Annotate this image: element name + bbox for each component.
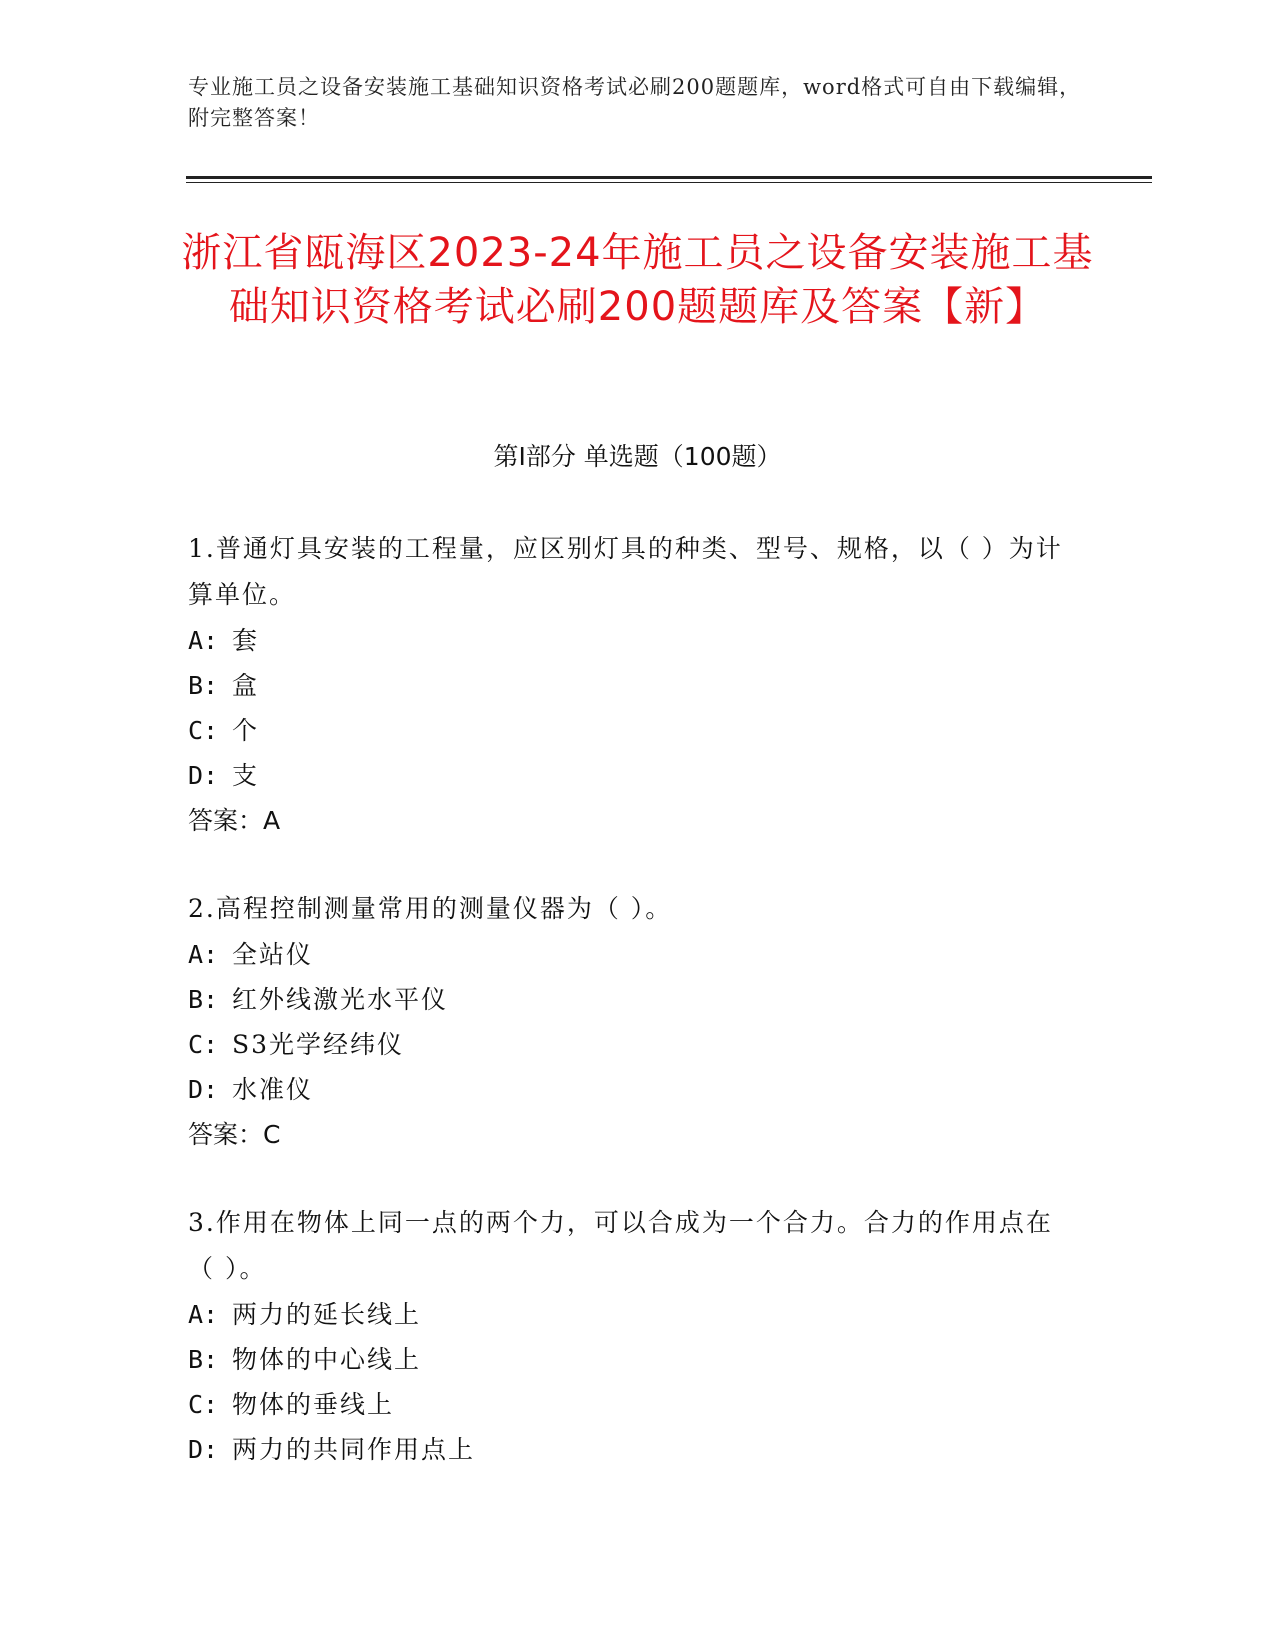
option-text: 盒 <box>232 671 260 700</box>
option-c <box>188 1022 1068 1067</box>
answer-line: 答案：C <box>188 1120 281 1149</box>
option-b <box>188 1337 1068 1382</box>
option-d <box>188 753 1068 798</box>
option-key: B: <box>188 671 219 700</box>
question-list <box>188 526 1068 1514</box>
option-key: D: <box>188 761 219 790</box>
option-key: A: <box>188 626 219 655</box>
question-stem: 1.普通灯具安装的工程量，应区别灯具的种类、型号、规格，以（ ）为计算单位。 <box>188 534 1063 609</box>
option-text: 全站仪 <box>232 940 314 969</box>
header-divider-thin <box>186 182 1152 183</box>
option-key: C: <box>188 1030 219 1059</box>
option-key: A: <box>188 940 219 969</box>
option-key: D: <box>188 1075 219 1104</box>
option-text: 两力的延长线上 <box>232 1300 422 1329</box>
question-stem: 3.作用在物体上同一点的两个力，可以合成为一个合力。合力的作用点在（ ）。 <box>188 1208 1053 1283</box>
option-b <box>188 663 1068 708</box>
option-text: 水准仪 <box>232 1075 314 1104</box>
option-d <box>188 1067 1068 1112</box>
option-d <box>188 1427 1068 1472</box>
option-b <box>188 977 1068 1022</box>
answer-line: 答案：A <box>188 806 281 835</box>
option-c <box>188 1382 1068 1427</box>
option-a <box>188 1292 1068 1337</box>
option-text: 支 <box>232 761 260 790</box>
option-key: C: <box>188 1390 219 1419</box>
section-heading: 第Ⅰ部分 单选题（100题） <box>493 442 782 471</box>
option-key: B: <box>188 985 219 1014</box>
option-text: 物体的中心线上 <box>232 1345 422 1374</box>
option-key: C: <box>188 716 219 745</box>
option-text: 两力的共同作用点上 <box>232 1435 476 1464</box>
option-text: 套 <box>232 626 260 655</box>
option-a <box>188 932 1068 977</box>
header-divider-thick <box>186 176 1152 179</box>
option-text: 红外线激光水平仪 <box>232 985 449 1014</box>
option-text: 个 <box>232 716 260 745</box>
header-note: 专业施工员之设备安装施工基础知识资格考试必刷200题题库，word格式可自由下载编辑，附完整答案！ <box>188 75 1082 130</box>
option-text: S3光学经纬仪 <box>232 1030 405 1059</box>
question-3 <box>188 1200 1068 1472</box>
option-c <box>188 708 1068 753</box>
option-text: 物体的垂线上 <box>232 1390 395 1419</box>
option-key: D: <box>188 1435 219 1464</box>
question-1 <box>188 526 1068 844</box>
option-key: A: <box>188 1300 219 1329</box>
document-title: 浙江省瓯海区2023-24年施工员之设备安装施工基础知识资格考试必刷200题题库及答案【新】 <box>181 230 1094 330</box>
option-a <box>188 618 1068 663</box>
question-2 <box>188 886 1068 1158</box>
option-key: B: <box>188 1345 219 1374</box>
question-stem: 2.高程控制测量常用的测量仪器为（ ）。 <box>188 894 673 923</box>
